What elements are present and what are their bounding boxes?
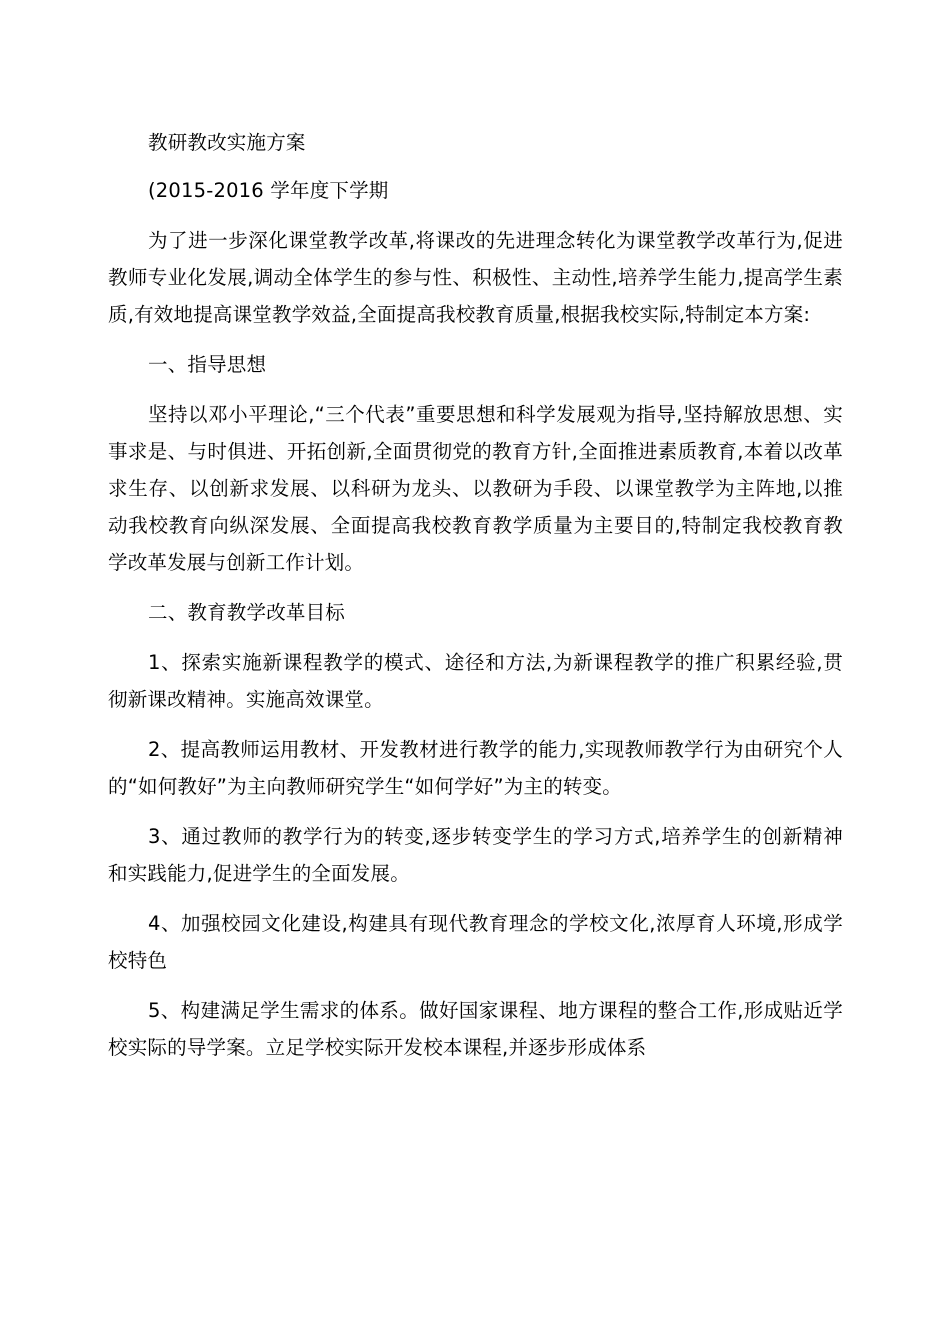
- document-body: [108, 124, 843, 1066]
- section-heading-reform-goals: 二、教育教学改革目标: [148, 601, 346, 624]
- goal-item: 4、加强校园文化建设,构建具有现代教育理念的学校文化,浓厚育人环境,形成学校特色: [108, 912, 843, 972]
- guiding-thought-paragraph: 坚持以邓小平理论,“三个代表”重要思想和科学发展观为指导,坚持解放思想、实事求是、与时俱进、开拓创新,全面贯彻党的教育方针,全面推进素质教育,本着以改革求生存、以创新求发展、以科研为龙头、以教研为手段、以课堂教学为主阵地,以推动我校教育向纵深发展、全面提高我校教育教学质量为主要目的,特制定我校教育教学改革发展与创新工作计划。: [108, 403, 843, 574]
- goal-item: 2、提高教师运用教材、开发教材进行教学的能力,实现教师教学行为由研究个人的“如何教好”为主向教师研究学生“如何学好”为主的转变。: [108, 738, 843, 798]
- goal-item: 3、通过教师的教学行为的转变,逐步转变学生的学习方式,培养学生的创新精神和实践能力,促进学生的全面发展。: [108, 825, 843, 885]
- goal-item: 5、构建满足学生需求的体系。做好国家课程、地方课程的整合工作,形成贴近学校实际的导学案。立足学校实际开发校本课程,并逐步形成体系: [108, 999, 843, 1059]
- goal-item: 1、探索实施新课程教学的模式、途径和方法,为新课程教学的推广积累经验,贯彻新课改精神。实施高效课堂。: [108, 651, 843, 711]
- intro-paragraph: 为了进一步深化课堂教学改革,将课改的先进理念转化为课堂教学改革行为,促进教师专业化发展,调动全体学生的参与性、积极性、主动性,培养学生能力,提高学生素质,有效地提高课堂教学效益,全面提高我校教育质量,根据我校实际,特制定本方案:: [108, 229, 843, 326]
- document-title: 教研教改实施方案: [148, 131, 306, 154]
- document-subtitle: (2015-2016 学年度下学期: [148, 179, 389, 202]
- section-heading-guiding-thought: 一、指导思想: [148, 353, 267, 376]
